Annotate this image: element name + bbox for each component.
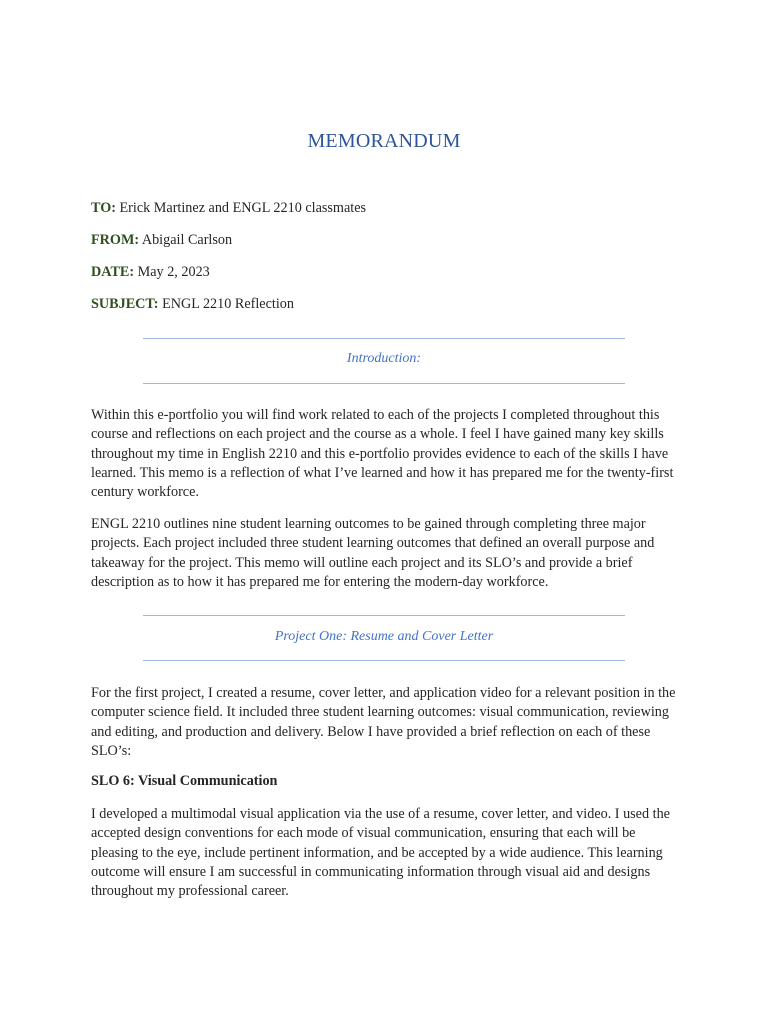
memo-subject-label: SUBJECT: — [91, 296, 159, 312]
memo-from-label: FROM: — [91, 232, 140, 248]
memo-date-value: May 2, 2023 — [137, 264, 210, 280]
memo-to-label: TO: — [91, 200, 116, 216]
paragraph: Within this e-portfolio you will find work related to each of the projects I completed throughout this course and reflections on each project and the course as a whole. I feel I have gained many key skills throughout my time in English 2210 and this e-portfolio provides evidence to each of the skills I have learned. This memo is a reflection of what I’ve learned and how it has prepared me for the twenty-first century workforce. — [91, 407, 674, 501]
memo-subject-line — [91, 295, 294, 313]
introduction-heading: Introduction: — [346, 351, 422, 366]
memo-from-line — [91, 231, 232, 249]
divider — [143, 338, 625, 339]
paragraph: I developed a multimodal visual application via the use of a resume, cover letter, and video. I used the accepted design conventions for each mode of visual communication, ensuring that each will be pleasing to the eye, include pertinent information, and be accepted by a wide audience. This learning outcome will ensure I am successful in communicating information through visual aid and designs throughout my professional career. — [91, 806, 670, 900]
memo-date-line — [91, 263, 210, 281]
paragraph: ENGL 2210 outlines nine student learning outcomes to be gained through completing three major projects. Each project included three student learning outcomes that defined an overall purpose and takeaway for the project. This memo will outline each project and its SLO’s and provide a brief description as to how it has prepared me for entering the modern-day workforce. — [91, 516, 655, 590]
memo-from-value: Abigail Carlson — [141, 232, 233, 248]
memo-to-value: Erick Martinez and ENGL 2210 classmates — [119, 200, 367, 216]
paragraph: For the first project, I created a resume, cover letter, and application video for a relevant position in the computer science field. It included three student learning outcomes: visual communication, reviewing and editing, and production and delivery. Below I have provided a brief reflection on each of these SLO’s: — [91, 685, 676, 759]
divider — [143, 615, 625, 616]
memo-to-line — [91, 199, 366, 217]
memo-date-label: DATE: — [91, 264, 135, 280]
divider — [143, 660, 625, 661]
project-one-heading: Project One: Resume and Cover Letter — [274, 629, 494, 644]
slo6-heading: SLO 6: Visual Communication — [91, 773, 278, 789]
memo-title: MEMORANDUM — [307, 130, 461, 152]
divider — [143, 383, 625, 384]
memo-subject-value: ENGL 2210 Reflection — [162, 296, 294, 312]
